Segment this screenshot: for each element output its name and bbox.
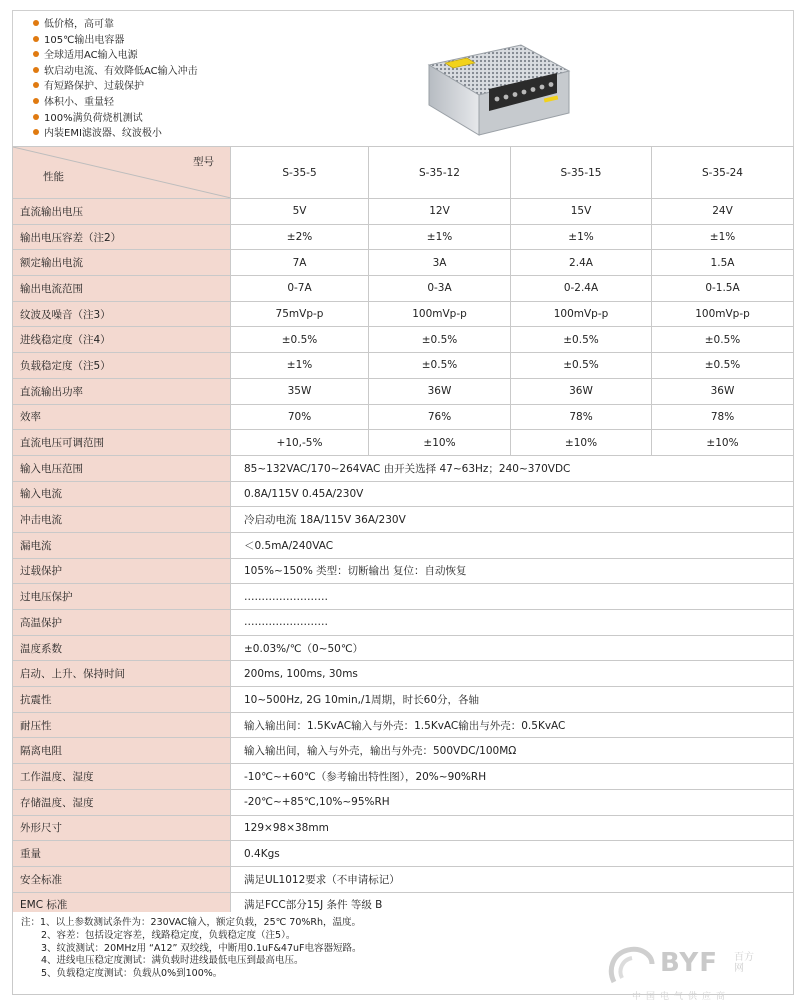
model-header: S-35-24 [652,147,794,199]
bullet-icon [33,20,39,26]
row-value: ±1% [231,353,369,379]
watermark-logo-icon [606,946,656,986]
bullet-icon [33,67,39,73]
row-label: 直流输出电压 [13,199,231,225]
row-label: 输入电压范围 [13,455,231,481]
row-value: 78% [652,404,794,430]
row-value: 0-1.5A [652,276,794,302]
watermark-slogan: 中国电气供应商 [632,992,731,1002]
row-label: 高温保护 [13,610,231,636]
row-value: ±0.03%/℃（0~50℃） [231,635,794,661]
table-row [13,789,794,815]
row-value: 0.4Kgs [231,841,794,867]
table-row [13,687,794,713]
row-value: ±10% [511,430,652,456]
row-value: …………………… [231,584,794,610]
row-value: 105%~150% 类型：切断输出 复位：自动恢复 [231,558,794,584]
row-value: 输入输出间：1.5KvAC输入与外壳：1.5KvAC输出与外壳：0.5KvAC [231,712,794,738]
row-value: 100mVp-p [652,301,794,327]
row-value: 70% [231,404,369,430]
row-value: 1.5A [652,250,794,276]
table-row [13,532,794,558]
note-line: 3、纹波测试：20MHz用 “A12” 双绞线，中断用0.1uF&47uF电容器短路。 [41,942,362,954]
table-row [13,815,794,841]
table-row [13,866,794,892]
row-value: ±0.5% [231,327,369,353]
bullet-icon [33,36,39,42]
row-value: ±0.5% [511,327,652,353]
row-value: +10,-5% [231,430,369,456]
row-label: 纹波及噪音（注3） [13,301,231,327]
table-row [13,635,794,661]
note-line: 5、负载稳定度测试：负载从0%到100%。 [41,968,223,980]
table-row [13,738,794,764]
product-header [12,10,794,147]
row-label: 直流输出功率 [13,378,231,404]
model-header: S-35-12 [369,147,511,199]
row-label: 输出电压容差（注2） [13,224,231,250]
row-label: 负载稳定度（注5） [13,353,231,379]
row-value: 36W [511,378,652,404]
bullet-icon [33,129,39,135]
row-label: 过电压保护 [13,584,231,610]
feature-item: 低价格，高可靠 [33,17,198,33]
row-value: 129×98×38mm [231,815,794,841]
row-value: 10~500Hz, 2G 10min,/1周期，时长60分，各轴 [231,687,794,713]
row-value: -10℃~+60℃（参考输出特性图），20%~90%RH [231,764,794,790]
row-label: 启动、上升、保持时间 [13,661,231,687]
row-value: 78% [511,404,652,430]
row-label: EMC 标准 [13,892,231,918]
table-row [13,327,794,353]
row-value: -20℃~+85℃,10%~95%RH [231,789,794,815]
row-value: 满足UL1012要求（不申请标记） [231,866,794,892]
row-value: 36W [369,378,511,404]
row-label: 输入电流 [13,481,231,507]
table-row [13,199,794,225]
bullet-icon [33,114,39,120]
row-label: 过载保护 [13,558,231,584]
bullet-icon [33,51,39,57]
row-value: ±0.5% [652,353,794,379]
row-label: 冲击电流 [13,507,231,533]
header-perf-label: 性能 [43,171,64,183]
row-value: 0-2.4A [511,276,652,302]
row-value: 15V [511,199,652,225]
model-header: S-35-5 [231,147,369,199]
feature-item: 软启动电流、有效降低AC输入冲击 [33,64,198,80]
row-value: ±1% [369,224,511,250]
table-row [13,764,794,790]
row-value: ±0.5% [369,353,511,379]
table-header-row [13,147,794,199]
feature-item: 内装EMI滤波器、纹波极小 [33,126,198,142]
row-value: 2.4A [511,250,652,276]
spec-table [12,146,794,918]
header-model-label: 型号 [193,156,214,168]
row-label: 外形尺寸 [13,815,231,841]
row-value: ±10% [652,430,794,456]
row-value: 76% [369,404,511,430]
table-row [13,404,794,430]
table-row [13,558,794,584]
model-header: S-35-15 [511,147,652,199]
row-label: 温度系数 [13,635,231,661]
row-label: 额定输出电流 [13,250,231,276]
row-label: 存储温度、湿度 [13,789,231,815]
note-line: 4、进线电压稳定度测试：满负载时进线最低电压到最高电压。 [41,955,304,967]
row-label: 效率 [13,404,231,430]
feature-item: 全球适用AC输入电源 [33,48,198,64]
row-value: 0.8A/115V 0.45A/230V [231,481,794,507]
row-value: ±2% [231,224,369,250]
watermark-brand: BYF [660,948,718,978]
row-value: 36W [652,378,794,404]
table-row [13,455,794,481]
table-row [13,250,794,276]
row-value: ±10% [369,430,511,456]
row-label: 进线稳定度（注4） [13,327,231,353]
table-row [13,378,794,404]
table-row [13,584,794,610]
power-supply-image [423,27,573,139]
row-value: 输入输出间，输入与外壳，输出与外壳：500VDC/100MΩ [231,738,794,764]
table-row [13,661,794,687]
feature-item: 105℃输出电容器 [33,33,198,49]
row-value: ±0.5% [369,327,511,353]
table-row [13,712,794,738]
row-label: 隔离电阻 [13,738,231,764]
row-value: 冷启动电流 18A/115V 36A/230V [231,507,794,533]
row-label: 输出电流范围 [13,276,231,302]
table-row [13,353,794,379]
row-label: 重量 [13,841,231,867]
diagonal-header-cell [13,147,231,199]
table-row [13,224,794,250]
row-label: 漏电流 [13,532,231,558]
row-label: 工作温度、湿度 [13,764,231,790]
row-value: 85~132VAC/170~264VAC 由开关选择 47~63Hz；240~370VDC [231,455,794,481]
row-value: 0-7A [231,276,369,302]
row-value: 100mVp-p [511,301,652,327]
table-row [13,481,794,507]
row-value: ±0.5% [652,327,794,353]
note-line: 2、容差：包括设定容差，线路稳定度，负载稳定度（注5）。 [41,929,296,941]
row-value: 5V [231,199,369,225]
row-value: 满足FCC部分15J 条件 等级 B [231,892,794,918]
row-value: 75mVp-p [231,301,369,327]
row-label: 抗震性 [13,687,231,713]
row-value: 3A [369,250,511,276]
row-value: 12V [369,199,511,225]
row-label: 安全标准 [13,866,231,892]
row-value: ±1% [652,224,794,250]
table-row [13,301,794,327]
table-row [13,841,794,867]
feature-item: 有短路保护、过载保护 [33,79,198,95]
watermark-brand-cn: 百方网 [734,952,754,974]
row-value: 24V [652,199,794,225]
row-value: 35W [231,378,369,404]
row-label: 耐压性 [13,712,231,738]
table-row [13,276,794,302]
row-label: 直流电压可调范围 [13,430,231,456]
row-value: ＜0.5mA/240VAC [231,532,794,558]
bullet-icon [33,82,39,88]
row-value: …………………… [231,610,794,636]
feature-item: 100%满负荷烧机测试 [33,111,198,127]
watermark [598,944,798,1004]
row-value: ±1% [511,224,652,250]
feature-item: 体积小、重量轻 [33,95,198,111]
row-value: ±0.5% [511,353,652,379]
feature-list [33,17,198,142]
table-row [13,430,794,456]
row-value: 200ms, 100ms, 30ms [231,661,794,687]
row-value: 100mVp-p [369,301,511,327]
bullet-icon [33,98,39,104]
note-line: 注：1、以上参数测试条件为：230VAC输入，额定负载，25℃ 70%Rh，温度。 [21,917,362,928]
row-value: 7A [231,250,369,276]
table-row [13,610,794,636]
row-value: 0-3A [369,276,511,302]
table-row [13,507,794,533]
